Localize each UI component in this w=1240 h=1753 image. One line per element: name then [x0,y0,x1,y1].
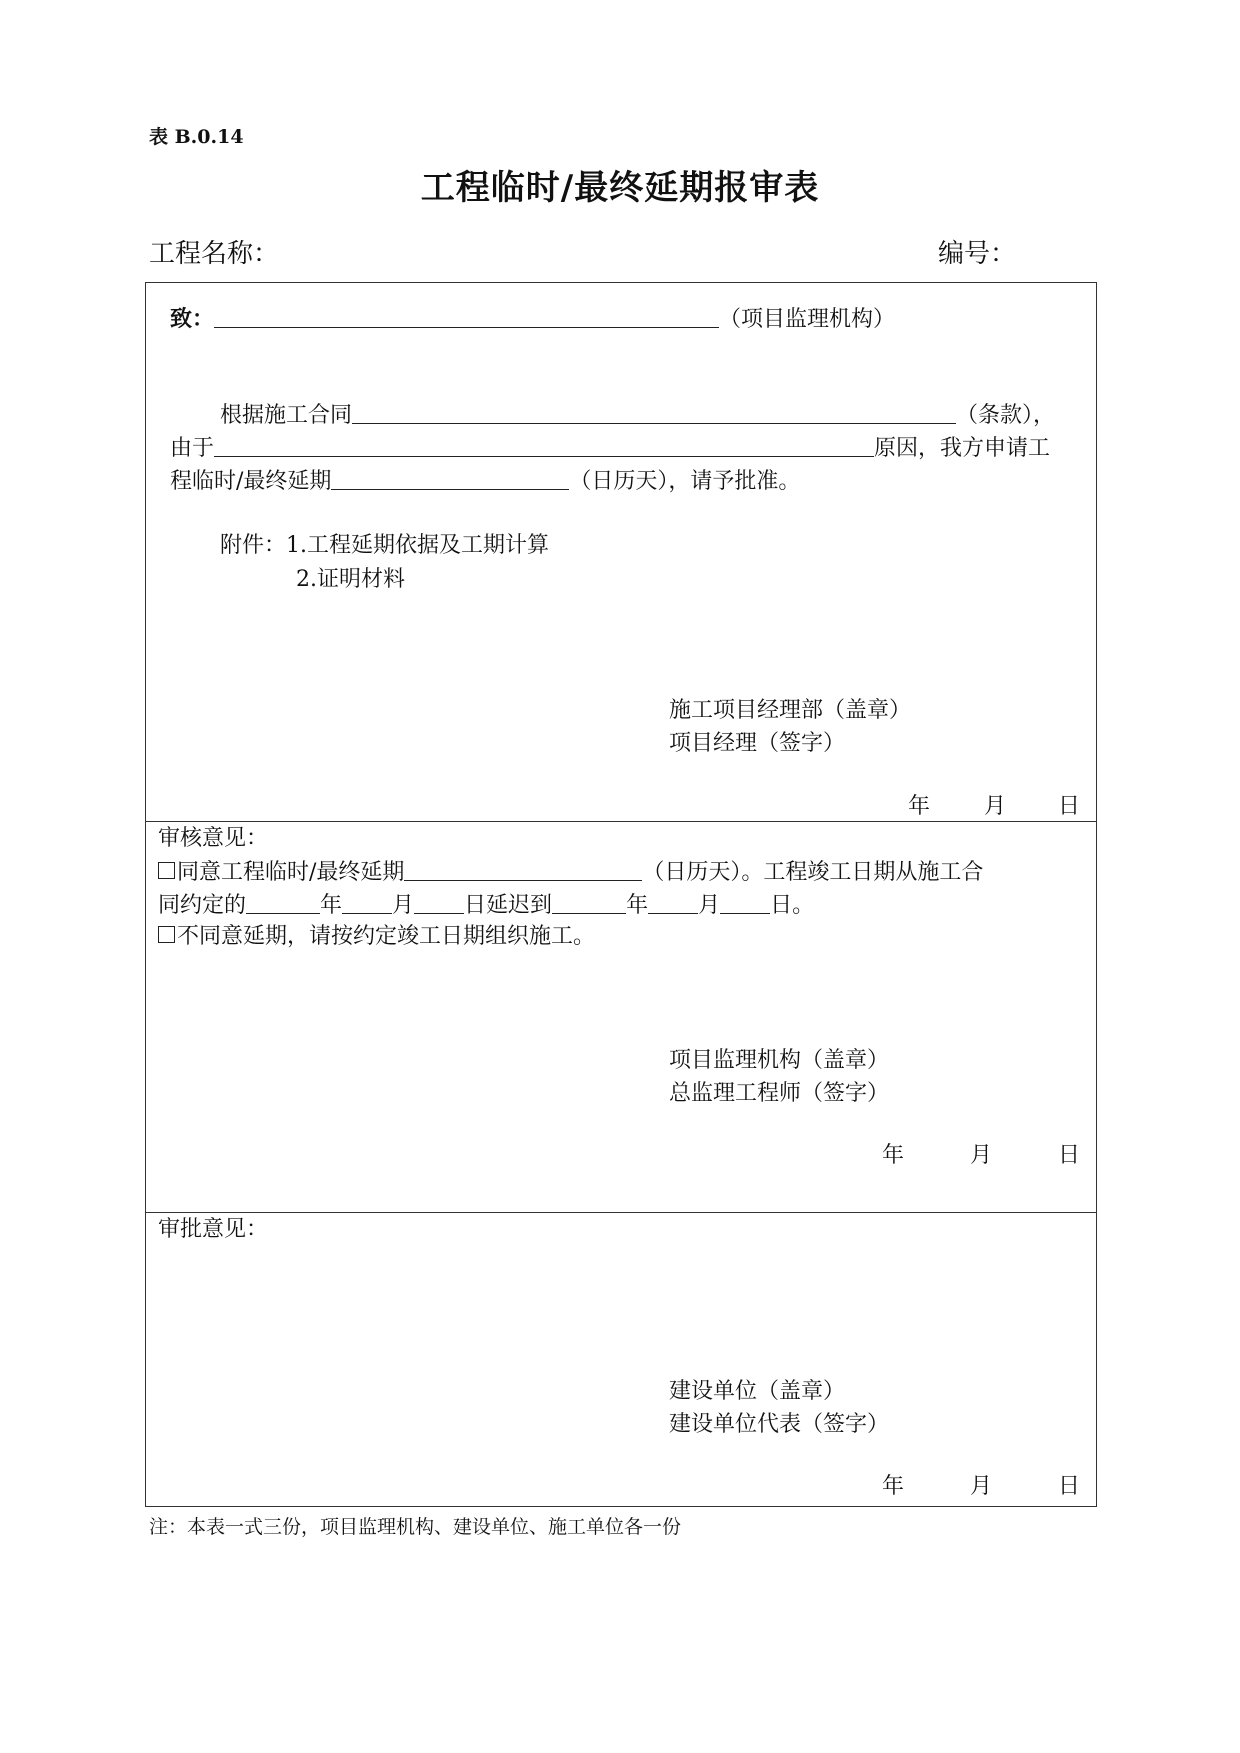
reason-suffix: 原因，我方申请工 [874,436,1051,461]
paragraph-line-3 [170,467,800,495]
review-section [146,822,1096,1213]
to-blank[interactable] [214,305,719,328]
disagree-text: 不同意延期，请按约定竣工日期组织施工。 [177,924,596,949]
approval-date-month: 月 [970,1474,993,1499]
delay-label: 日延迟到 [464,893,553,918]
new-year-blank[interactable] [552,891,626,914]
orig-day-blank[interactable] [414,891,464,914]
paragraph-line-1 [220,401,1055,429]
date-year: 年 [908,794,931,819]
supervisor-seal-label: 项目监理机构（盖章） [669,1048,890,1073]
contract-clause-blank[interactable] [352,401,956,424]
date-day: 日 [1058,794,1081,819]
extension-prefix: 程临时/最终延期 [170,469,332,494]
page-title: 工程临时/最终延期报审表 [420,168,820,208]
review-label: 审核意见： [158,826,269,851]
reason-blank[interactable] [214,434,874,457]
new-month-blank[interactable] [648,891,698,914]
reason-prefix: 由于 [170,436,215,461]
to-line [170,305,895,333]
approval-date-day: 日 [1058,1474,1081,1499]
review-agree-line [158,858,983,886]
new-month-label: 月 [698,893,721,918]
approval-label: 审批意见： [158,1217,269,1242]
project-name-label: 工程名称： [149,239,280,269]
orig-month-blank[interactable] [342,891,392,914]
agree-prefix: 同意工程临时/最终延期 [177,860,405,885]
paragraph-line-2 [170,434,1050,462]
contractor-seal-label: 施工项目经理部（盖章） [669,698,912,723]
to-label: 致： [170,306,215,332]
disagree-checkbox[interactable] [158,926,175,943]
new-day-label: 日。 [770,893,815,918]
chief-engineer-sign-label: 总监理工程师（签字） [669,1081,890,1106]
agree-suffix: （日历天）。工程竣工日期从施工合 [642,860,984,885]
review-date-line [158,891,814,919]
agree-checkbox[interactable] [158,862,175,879]
new-year-label: 年 [626,893,649,918]
date-line-prefix: 同约定的 [158,893,247,918]
new-day-blank[interactable] [720,891,770,914]
agree-days-blank[interactable] [404,858,642,881]
contract-prefix: 根据施工合同 [220,403,353,428]
number-label: 编号： [938,239,1017,269]
attachment-1: 1.工程延期依据及工期计算 [286,533,550,558]
review-date-day: 日 [1058,1143,1081,1168]
footer-note: 注：本表一式三份，项目监理机构、建设单位、施工单位各一份 [149,1516,682,1538]
contract-suffix: （条款）， [956,403,1056,428]
orig-year-blank[interactable] [246,891,320,914]
extension-form [145,282,1097,1507]
to-suffix: （项目监理机构） [719,307,896,332]
project-manager-sign-label: 项目经理（签字） [669,731,846,756]
orig-month-label: 月 [392,893,415,918]
review-date-month: 月 [970,1143,993,1168]
extension-suffix: （日历天），请予批准。 [569,469,801,494]
attachment-2: 2.证明材料 [296,567,405,592]
approval-date-year: 年 [882,1474,905,1499]
owner-seal-label: 建设单位（盖章） [669,1379,846,1404]
orig-year-label: 年 [320,893,343,918]
table-id: 表 B.0.14 [149,126,244,148]
owner-rep-sign-label: 建设单位代表（签字） [669,1412,890,1437]
extension-days-blank[interactable] [331,467,569,490]
date-month: 月 [984,794,1007,819]
attachments-label: 附件： [220,533,287,558]
approval-section [146,1213,1096,1506]
review-date-year: 年 [882,1143,905,1168]
review-disagree-line [158,924,595,950]
attachments-line-1 [220,533,549,559]
application-section [146,283,1096,822]
